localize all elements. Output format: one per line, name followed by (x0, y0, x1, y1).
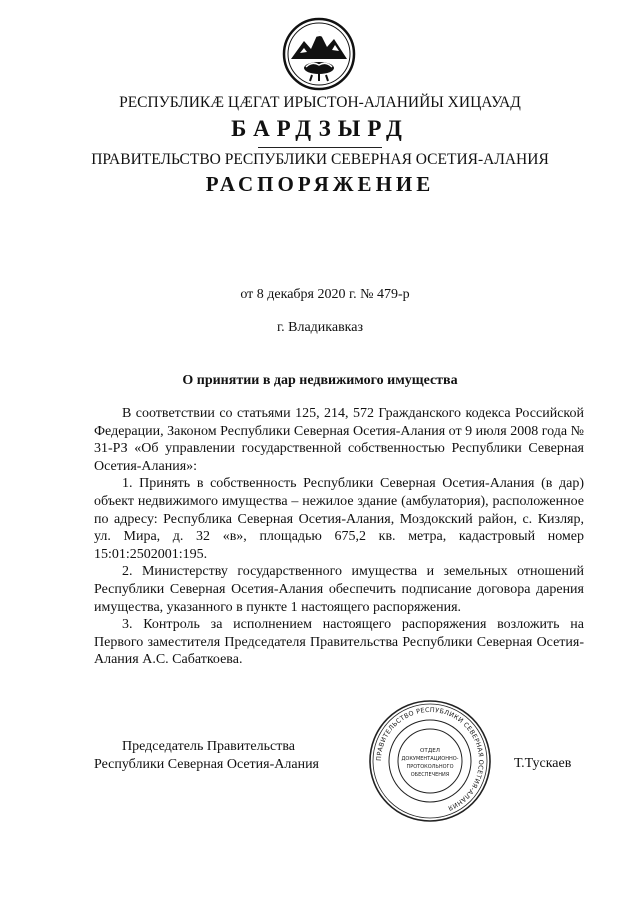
stamp-ring-text: ПРАВИТЕЛЬСТВО РЕСПУБЛИКИ СЕВЕРНАЯ ОСЕТИЯ-АЛАНИЯ (374, 705, 486, 813)
stamp-inner-line3: ПРОТОКОЛЬНОГО (406, 764, 454, 770)
document-title: О принятии в дар недвижимого имущества (182, 373, 458, 388)
signatory-position-line2: Республики Северная Осетия-Алания (94, 757, 319, 772)
ossetian-document-type: БАРДЗЫРД (231, 116, 409, 141)
clause-3-paragraph: 3. Контроль за исполнением настоящего распоряжения возложить на Первого заместителя Председателя Правительства Республики Северная Осетия-Алания А.С. Сабаткоева. (94, 617, 584, 668)
clause-1-paragraph: 1. Принять в собственность Республики Северная Осетия-Алания (в дар) объект недвижимого имущества – нежилое здание (амбулатория), расположенное по адресу: Республика Северная Осетия-Алания, Моздокский район, с. Кизляр, ул. Мира, д. 32 «в», площадью 675,2 кв. метра, кадастровый номер 15:01:2502001:195. (94, 476, 584, 562)
header-divider (258, 147, 382, 148)
official-stamp-icon (367, 698, 493, 824)
stamp-inner-line2: ДОКУМЕНТАЦИОННО- (401, 756, 459, 762)
stamp-inner-line4: ОБЕСПЕЧЕНИЯ (410, 772, 450, 778)
coat-of-arms-icon (282, 17, 356, 91)
signatory-position-line1: Председатель Правительства (122, 739, 295, 754)
ossetian-government-name: РЕСПУБЛИКӔ ЦӔГАТ ИРЫСТОН-АЛАНИЙЫ ХИЦАУАД (119, 94, 521, 111)
signatory-position (94, 738, 319, 774)
document-city: г. Владикавказ (276, 320, 364, 335)
russian-government-name: ПРАВИТЕЛЬСТВО РЕСПУБЛИКИ СЕВЕРНАЯ ОСЕТИЯ-АЛАНИЯ (91, 151, 549, 168)
stamp-inner-line1: ОТДЕЛ (420, 748, 440, 754)
russian-document-type: РАСПОРЯЖЕНИЕ (205, 172, 435, 196)
document-date-number: от 8 декабря 2020 г. № 479-р (240, 287, 410, 302)
document-body (94, 405, 584, 669)
clause-2-paragraph: 2. Министерству государственного имущества и земельных отношений Республики Северная Осетия-Алания обеспечить подписание договора дарения имущества, указанного в пункте 1 настоящего распоряжения. (94, 564, 584, 615)
signatory-name: Т.Тускаев (514, 756, 572, 771)
preamble-paragraph: В соответствии со статьями 125, 214, 572 Гражданского кодекса Российской Федерации, Законом Республики Северная Осетия-Алания от 9 июля 2008 года № 31-РЗ «Об управлении государственной собственностью Республики Северная Осетия-Алания»: (94, 406, 584, 474)
